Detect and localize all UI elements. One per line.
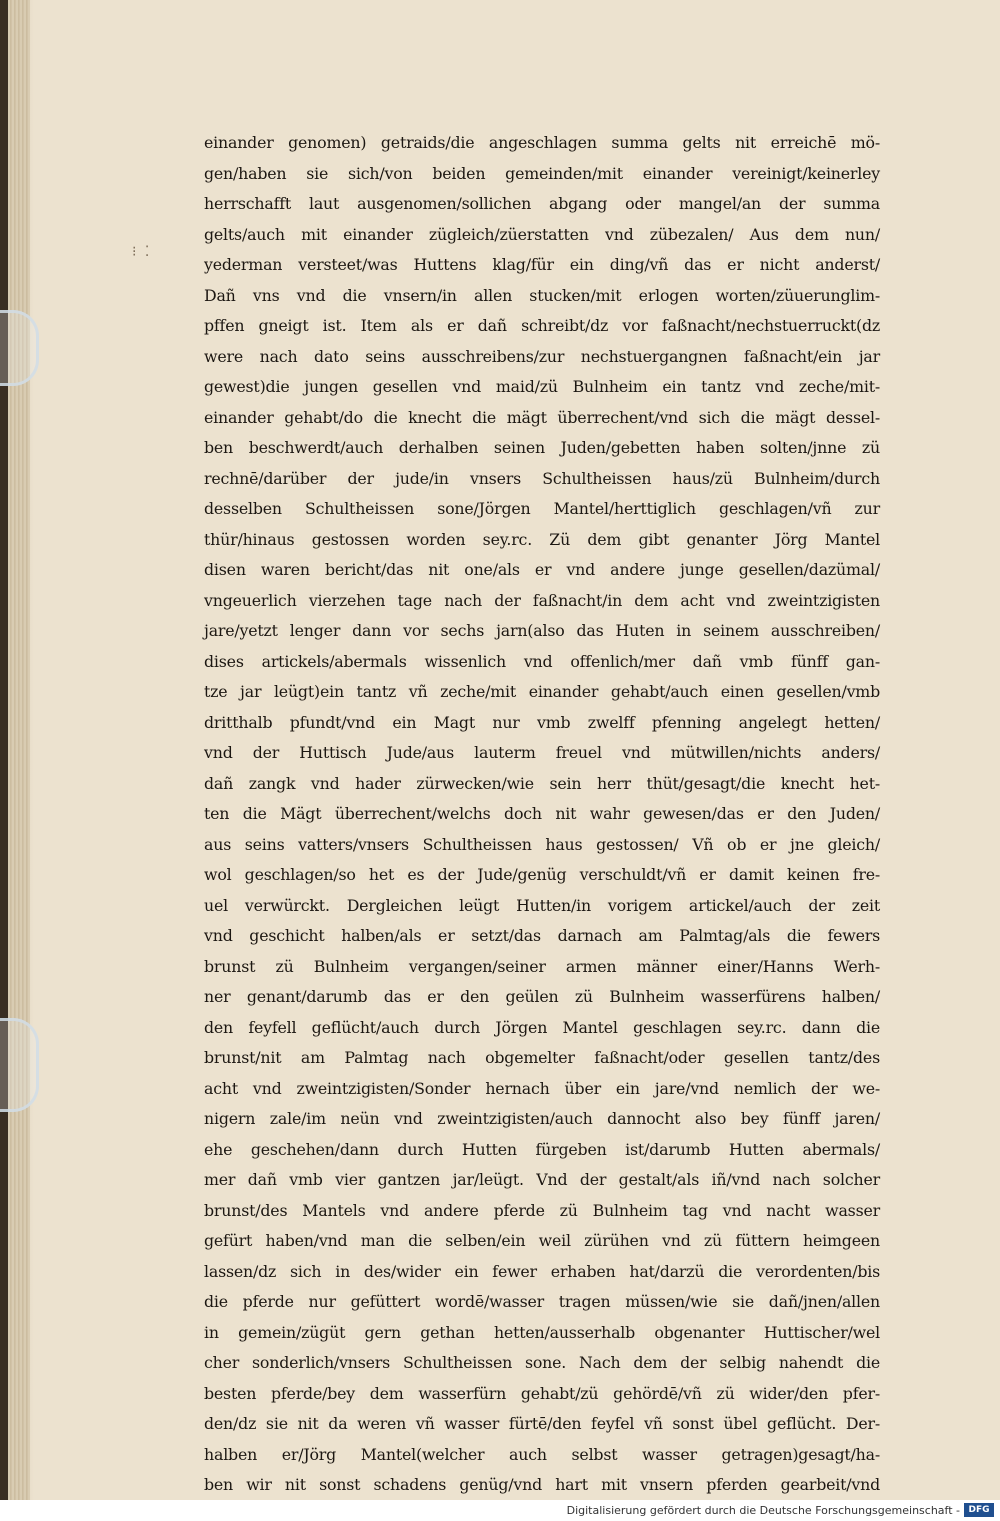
- dfg-logo-icon: DFG: [964, 1503, 994, 1517]
- footer: [0, 1500, 1000, 1521]
- text-line: acht vnd zweintzigisten/Sonder hernach über ein jare/vnd nemlich der we-: [204, 1078, 880, 1098]
- text-line: ben beschwerdt/auch derhalben seinen Juden/gebetten haben solten/jnne zü: [204, 438, 880, 457]
- text-line: thür/hinaus gestossen worden sey.rc. Zü dem gibt genanter Jörg Mantel: [204, 529, 880, 549]
- clip-icon: [0, 310, 39, 386]
- text-line: gefürt haben/vnd man die selben/ein weil zürühen vnd zü füttern heimgeen: [204, 1231, 880, 1250]
- text-line: einander genomen) getraids/die angeschlagen summa gelts nit erreichē mö-: [204, 133, 880, 152]
- text-line: pffen gneigt ist. Item als er dañ schreibt/dz vor faßnacht/nechstuerruckt(dz: [204, 316, 880, 335]
- text-line: dañ zangk vnd hader zürwecken/wie sein herr thüt/gesagt/die knecht het-: [204, 773, 880, 793]
- text-line: vnd der Huttisch Jude/aus lauterm freuel vnd mütwillen/nichts anders/: [204, 743, 880, 762]
- text-line: nigern zale/im neün vnd zweintzigisten/auch dannocht also bey fünff jaren/: [204, 1109, 880, 1128]
- page-stack-edge: [8, 0, 30, 1500]
- text-line: ner genant/darumb das er den geülen zü Bulnheim wasserfürens halben/: [204, 987, 880, 1006]
- text-line: brunst zü Bulnheim vergangen/seiner armen männer einer/Hanns Werh-: [204, 956, 880, 976]
- text-line: ehe geschehen/dann durch Hutten fürgeben ist/darumb Hutten abermals/: [204, 1139, 880, 1159]
- text-line: gelts/auch mit einander zügleich/züerstatten vnd zübezalen/ Aus dem nun/: [204, 224, 880, 244]
- text-line: were nach dato seins ausschreibens/zur nechstuergangnen faßnacht/ein jar: [204, 346, 880, 366]
- text-line: disen waren bericht/das nit one/als er vnd andere junge gesellen/dazümal/: [204, 560, 880, 579]
- text-line: uel verwürckt. Dergleichen leügt Hutten/in vorigem artickel/auch der zeit: [204, 895, 880, 915]
- clip-icon: [0, 1018, 39, 1112]
- text-line: jare/yetzt lenger dann vor sechs jarn(also das Huten in seinem ausschreiben/: [204, 621, 880, 640]
- text-line: rechnē/darüber der jude/in vnsers Schultheissen haus/zü Bulnheim/durch: [204, 468, 880, 488]
- text-line: vngeuerlich vierzehen tage nach der faßnacht/in dem acht vnd zweintzigisten: [204, 590, 880, 610]
- text-line: dises artickels/abermals wissenlich vnd offenlich/mer dañ vmb fünff gan-: [204, 651, 880, 671]
- text-line: einander gehabt/do die knecht die mägt überrechent/vnd sich die mägt dessel-: [204, 407, 880, 427]
- funding-notice: Digitalisierung gefördert durch die Deutsche Forschungsgemeinschaft -: [566, 1504, 960, 1517]
- text-line: ben wir nit sonst schadens genüg/vnd hart mit vnsern pferden gearbeit/vnd: [204, 1475, 880, 1494]
- text-line: cher sonderlich/vnsers Schultheissen sone. Nach dem der selbig nahendt die: [204, 1353, 880, 1372]
- text-line: aus seins vatters/vnsers Schultheissen haus gestossen/ Vñ ob er jne gleich/: [204, 834, 880, 854]
- text-line: besten pferde/bey dem wasserfürn gehabt/zü gehördē/vñ zü wider/den pfer-: [204, 1383, 880, 1403]
- text-line: yederman versteet/was Huttens klag/für ein ding/vñ das er nicht anderst/: [204, 255, 880, 274]
- text-line: Dañ vns vnd die vnsern/in allen stucken/mit erlogen worten/züuerunglim-: [204, 285, 880, 305]
- text-line: gen/haben sie sich/von beiden gemeinden/mit einander vereinigt/keinerley: [204, 163, 880, 183]
- text-line: wol geschlagen/so het es der Jude/genüg verschuldt/vñ er damit keinen fre-: [204, 865, 880, 884]
- text-line: brunst/nit am Palmtag nach obgemelter faßnacht/oder gesellen tantz/des: [204, 1048, 880, 1067]
- text-line: in gemein/zügüt gern gethan hetten/ausserhalb obgenanter Huttischer/wel: [204, 1322, 880, 1342]
- text-line: vnd geschicht halben/als er setzt/das darnach am Palmtag/als die fewers: [204, 926, 880, 945]
- text-line: herrschafft laut ausgenomen/sollichen abgang oder mangel/an der summa: [204, 194, 880, 213]
- text-line: gewest)die jungen gesellen vnd maid/zü Bulnheim ein tantz vnd zeche/mit-: [204, 377, 880, 396]
- text-line: ten die Mägt überrechent/welchs doch nit wahr gewesen/das er den Juden/: [204, 804, 880, 823]
- margin-mark: ⁝ ⁚: [132, 244, 152, 260]
- text-line: den feyfell geflücht/auch durch Jörgen Mantel geschlagen sey.rc. dann die: [204, 1017, 880, 1037]
- text-line: dritthalb pfundt/vnd ein Magt nur vmb zwelff pfenning angelegt hetten/: [204, 712, 880, 732]
- text-line: den/dz sie nit da weren vñ wasser fürtē/den feyfel vñ sonst übel geflücht. Der-: [204, 1414, 880, 1433]
- text-line: brunst/des Mantels vnd andere pferde zü Bulnheim tag vnd nacht wasser: [204, 1200, 880, 1220]
- text-line: halben er/Jörg Mantel(welcher auch selbst wasser getragen)gesagt/ha-: [204, 1444, 880, 1464]
- text-line: desselben Schultheissen sone/Jörgen Mantel/herttiglich geschlagen/vñ zur: [204, 499, 880, 518]
- text-line: die pferde nur gefüttert wordē/wasser tragen müssen/wie sie dañ/jnen/allen: [204, 1292, 880, 1311]
- text-line: mer dañ vmb vier gantzen jar/leügt. Vnd der gestalt/als iñ/vnd nach solcher: [204, 1170, 880, 1189]
- text-block: [204, 128, 880, 1500]
- text-line: lassen/dz sich in des/wider ein fewer erhaben hat/darzü die verordenten/bis: [204, 1261, 880, 1281]
- text-line: tze jar leügt)ein tantz vñ zeche/mit einander gehabt/auch einen gesellen/vmb: [204, 682, 880, 701]
